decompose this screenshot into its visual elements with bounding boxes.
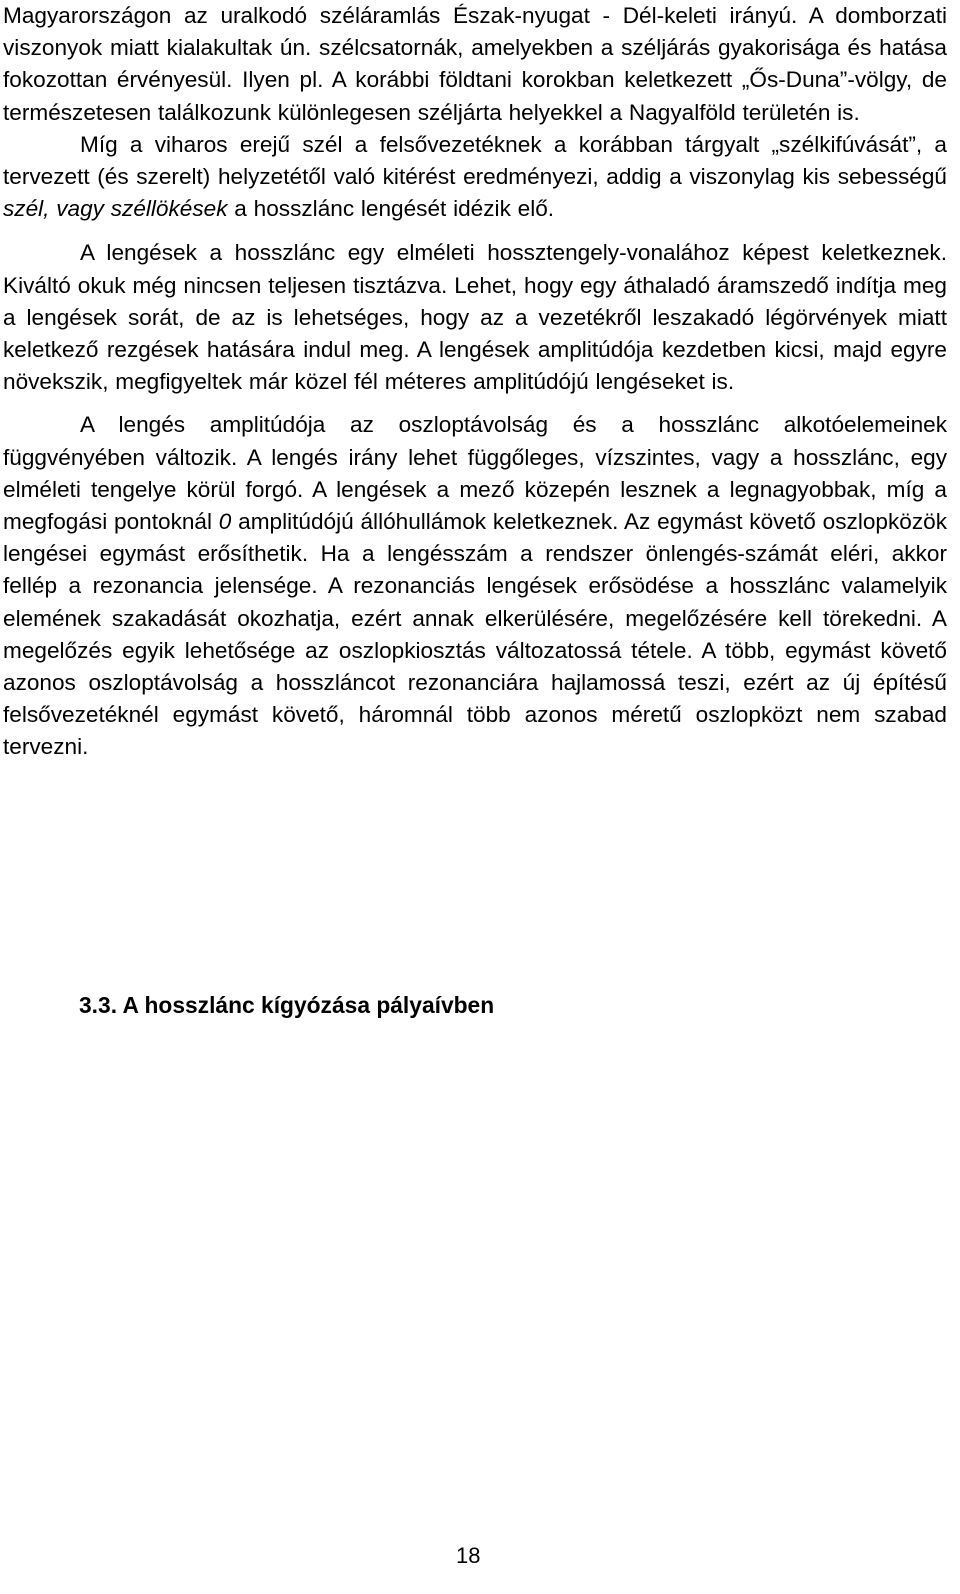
paragraph-wind-direction: Magyarországon az uralkodó széláramlás Észak-nyugat - Dél-keleti irányú. A domborzati viszonyok miatt kialakultak ún. szélcsatornák, amelyekben a széljárás gyakorisága és hatása fokozottan érvényesül. Ilyen pl. A korábbi földtani korokban keletkezett „Ős-Duna”-völgy, de természetesen találkozunk különlegesen széljárta helyekkel a Nagyalföld területén is. — [3, 3, 947, 125]
paragraph-amplitude — [3, 409, 947, 763]
paragraph-wind-swing-italic: szél, vagy széllökések — [3, 196, 228, 222]
paragraph-oscillation-origin: A lengések a hosszlánc egy elméleti hossztengely-vonalához képest keletkeznek. Kiváltó okuk még nincsen teljesen tisztázva. Lehet, hogy egy áthaladó áramszedő indítja meg a lengések sorát, de az is lehetséges, hogy az a vezetékről leszakadó légörvények miatt keletkező rezgések hatására indul meg. A lengések amplitúdója kezdetben kicsi, majd egyre növekszik, megfigyeltek már közel fél méteres amplitúdójú lengéseket is. — [3, 240, 947, 395]
paragraph-amplitude-text-2: amplitúdójú állóhullámok keletkeznek. Az egymást követő oszlopközök lengései egymást erősíthetik. Ha a lengésszám a rendszer önlengés-számát eléri, akkor fellép a rezonancia jelensége. A rezonanciás lengések erősödése a hosszlánc valamelyik elemének szakadását okozhatja, ezért annak elkerülésére, megelőzésére kell törekedni. A megelőzés egyik lehetősége az oszlopkiosztás változatossá tétele. A több, egymást követő azonos oszloptávolság a hosszláncot rezonanciára hajlamossá teszi, ezért az új építésű felsővezetéknél egymást követő, háromnál több azonos méretű oszlopközt nem szabad tervezni. — [3, 509, 947, 760]
paragraph-wind-swing-text-2: a hosszlánc lengését idézik elő. — [227, 196, 555, 222]
paragraph-wind-swing-text-1: Míg a viharos erejű szél a felsővezetéknek a korábban tárgyalt „szélkifúvását”, a tervezett (és szerelt) helyzetétől való kitérést eredményezi, addig a viszonylag kis sebességű — [3, 131, 947, 190]
paragraph-amplitude-text-1: A lengés amplitúdója az oszloptávolság és a hosszlánc alkotóelemeinek függvényében változik. A lengés irány lehet függőleges, vízszintes, vagy a hosszlánc, egy elméleti tengelye körül forgó. A lengések a mező közepén lesznek a legnagyobbak, míg a megfogási pontoknál — [3, 412, 947, 535]
paragraph-wind-swing — [3, 129, 947, 226]
page-number: 18 — [456, 1543, 481, 1568]
body-text — [3, 0, 947, 764]
section-heading: 3.3. A hosszlánc kígyózása pályaívben — [79, 992, 495, 1018]
paragraph-amplitude-italic: 0 — [218, 509, 232, 535]
